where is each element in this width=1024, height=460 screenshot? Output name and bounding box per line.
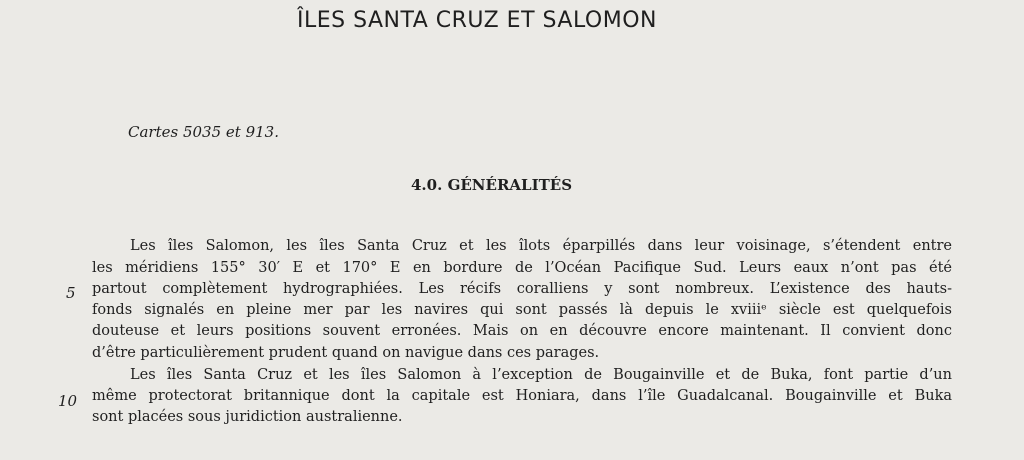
section-number: 4.0. (411, 176, 443, 194)
section-title: GÉNÉRALITÉS (447, 176, 573, 194)
text-line: les méridiens 155° 30′ E et 170° E en bordure de l’Océan Pacifique Sud. Leurs eaux n’ont pas été (92, 260, 952, 276)
section-heading (411, 176, 572, 194)
text-line: d’être particulièrement prudent quand on navigue dans ces parages. (92, 345, 600, 361)
text-line: partout complètement hydrographiées. Les récifs coralliens y sont nombreux. L’existence des hauts- (92, 281, 952, 297)
text-line: douteuse et leurs positions souvent erronées. Mais on en découvre encore maintenant. Il convient donc (92, 323, 952, 339)
text-line: sont placées sous juridiction australienne. (92, 409, 403, 425)
text-line: fonds signalés en pleine mer par les navires qui sont passés là depuis le xviiiᵉ siècle est quelquefois (92, 302, 952, 318)
page-title: ÎLES SANTA CRUZ ET SALOMON (297, 8, 657, 33)
text-line: Les îles Santa Cruz et les îles Salomon à l’exception de Bougainville et de Buka, font partie d’un (130, 367, 952, 383)
line-number: 10 (58, 392, 78, 410)
text-line: Les îles Salomon, les îles Santa Cruz et les îlots éparpillés dans leur voisinage, s’étendent entre (130, 238, 952, 254)
text-line: même protectorat britannique dont la capitale est Honiara, dans l’île Guadalcanal. Bougainville et Buka (92, 388, 952, 404)
line-number: 5 (66, 284, 76, 302)
chart-reference: Cartes 5035 et 913. (128, 123, 279, 141)
